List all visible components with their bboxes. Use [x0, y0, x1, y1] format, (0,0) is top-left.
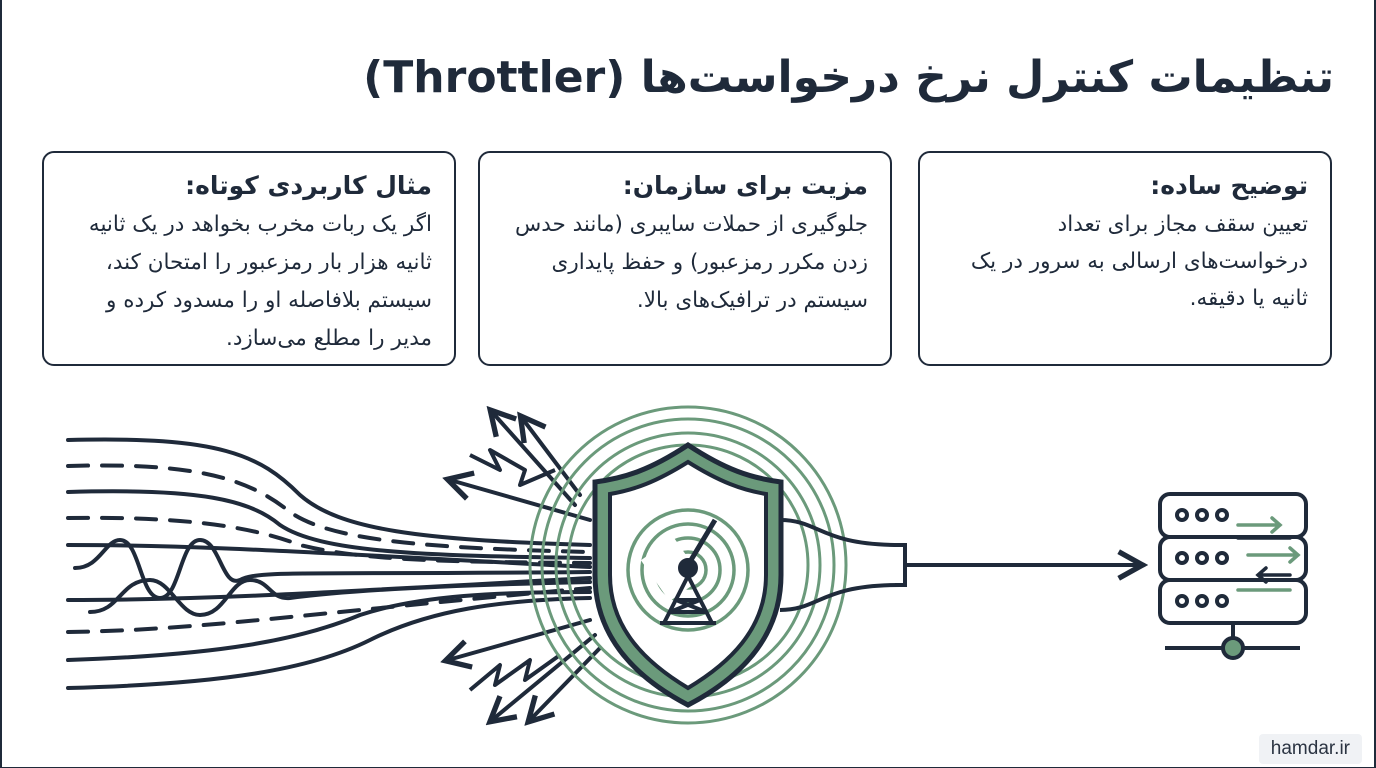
explanation-body: تعیین سقف مجاز برای تعداد درخواست‌های ارسالی به سرور در یک ثانیه یا دقیقه. [970, 212, 1308, 311]
traffic-line [68, 465, 590, 552]
benefit-card [478, 151, 892, 366]
example-heading: مثال کاربردی کوتاه: [185, 171, 432, 200]
page-title: تنظیمات کنترل نرخ درخواست‌ها (Throttler) [363, 52, 1334, 103]
reject-arrow [448, 620, 590, 660]
incoming-traffic-lines [68, 439, 590, 688]
watermark: hamdar.ir [1259, 734, 1362, 764]
benefit-body: جلوگیری از حملات سایبری (مانند حدس زدن مکرر رمزعبور) و حفظ پایداری سیستم در ترافیک‌های بالا. [514, 212, 868, 313]
example-card [42, 151, 456, 366]
zigzag-lines [470, 450, 560, 690]
explanation-heading: توضیح ساده: [1150, 171, 1308, 200]
example-body: اگر یک ربات مخرب بخواهد در یک ثانیه ثانیه هزار بار رمزعبور را امتحان کند، سیستم بلافاصله او را مسدود کرده و مدیر را مطلع می‌سازد. [88, 212, 432, 351]
explanation-card [918, 151, 1332, 366]
server-rack-icon [1160, 494, 1306, 658]
benefit-heading: مزیت برای سازمان: [622, 171, 868, 200]
throttler-diagram [0, 390, 1376, 768]
